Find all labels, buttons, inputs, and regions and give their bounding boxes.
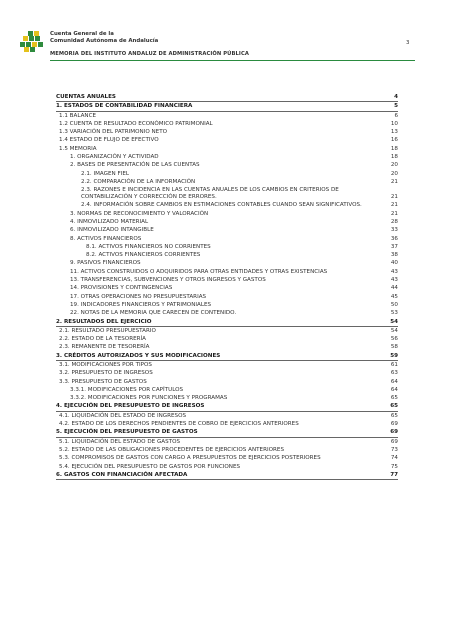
toc-entry-title: 3.3. PRESUPUESTO DE GASTOS [59, 378, 147, 385]
toc-entry-title: 5. EJECUCIÓN DEL PRESUPUESTO DE GASTOS [56, 429, 198, 436]
toc-entry-page: 40 [390, 260, 398, 267]
toc-entry-title: 6. GASTOS CON FINANCIACIÓN AFECTADA [56, 471, 188, 478]
toc-entry-page: 65 [390, 412, 398, 419]
toc-entry-title: 4. INMOVILIZADO MATERIAL [70, 218, 149, 225]
document-subtitle: MEMORIA DEL INSTITUTO ANDALUZ DE ADMINISTRACIÓN PÚBLICA [50, 51, 249, 57]
toc-entry-page: 36 [390, 235, 398, 242]
toc-entry[interactable] [56, 293, 398, 301]
toc-entry-page: 45 [390, 293, 398, 300]
toc-entry-page: 69 [390, 429, 398, 436]
toc-entry[interactable] [56, 243, 398, 251]
toc-entry[interactable] [56, 420, 398, 428]
toc-entry-title: 22. NOTAS DE LA MEMORIA QUE CARECEN DE CONTENIDO. [70, 310, 237, 317]
header-rule [50, 60, 415, 61]
toc-entry-page: 43 [390, 277, 398, 284]
toc-entry-page: 13 [390, 129, 398, 136]
toc-entry-title: 2.4. INFORMACIÓN SOBRE CAMBIOS EN ESTIMACIONES CONTABLES CUANDO SEAN SIGNIFICATIVOS. [81, 202, 362, 209]
toc-entry[interactable] [56, 394, 398, 402]
toc-entry[interactable] [56, 102, 398, 111]
toc-entry[interactable] [56, 276, 398, 284]
toc-entry[interactable] [56, 438, 398, 446]
toc-entry-page: 20 [390, 170, 398, 177]
toc-entry[interactable] [56, 128, 398, 136]
toc-entry-page: 63 [390, 370, 398, 377]
toc-entry-title: 19. INDICADORES FINANCIEROS Y PATRIMONIALES [70, 301, 212, 308]
toc-entry-page: 6 [394, 112, 398, 119]
toc-entry-title: 2.3. REMANENTE DE TESORERÍA [59, 344, 150, 351]
toc-entry-page: 38 [390, 252, 398, 259]
toc-entry[interactable] [56, 352, 398, 361]
toc-entry[interactable] [56, 218, 398, 226]
toc-entry-page: 59 [390, 352, 398, 359]
toc-entry-page: 28 [390, 218, 398, 225]
toc-entry-title: CUENTAS ANUALES [56, 94, 116, 100]
toc-entry-title: 3.3.1. MODIFICACIONES POR CAPÍTULOS [70, 386, 184, 393]
toc-entry-page: 53 [390, 310, 398, 317]
toc-entry-title: 1.2 CUENTA DE RESULTADO ECONÓMICO PATRIMONIAL [59, 120, 213, 127]
toc-entry[interactable] [56, 259, 398, 267]
toc-entry[interactable] [56, 471, 398, 480]
document-header-title [50, 31, 158, 45]
toc-entry[interactable] [56, 361, 398, 369]
toc-entry-title: 1. ORGANIZACIÓN Y ACTIVIDAD [70, 154, 159, 161]
toc-entry[interactable] [56, 170, 398, 178]
toc-entry-title: 3.3.2. MODIFICACIONES POR FUNCIONES Y PROGRAMAS [70, 395, 228, 402]
toc-entry-page: 75 [390, 463, 398, 470]
toc-entry-page: 64 [390, 386, 398, 393]
toc-entry-page: 44 [390, 285, 398, 292]
toc-entry-page: 69 [390, 438, 398, 445]
toc-entry-page: 20 [390, 162, 398, 169]
toc-entry[interactable] [56, 145, 398, 153]
toc-entry[interactable] [56, 112, 398, 120]
toc-entry-page: 21 [390, 178, 398, 185]
toc-entry-title: 3.2. PRESUPUESTO DE INGRESOS [59, 370, 153, 377]
toc-entry-title: 2.1. IMAGEN FIEL [81, 170, 130, 177]
toc-entry-title: 1.1 BALANCE [59, 112, 97, 119]
toc-entry-title: 2.2. COMPARACIÓN DE LA INFORMACIÓN [81, 178, 196, 185]
toc-entry[interactable] [56, 369, 398, 377]
toc-entry-title: 11. ACTIVOS CONSTRUIDOS O ADQUIRIDOS PARA OTRAS ENTIDADES Y OTRAS EXISTENCIAS [70, 268, 328, 275]
toc-entry[interactable] [56, 201, 398, 209]
toc-entry-page: 58 [390, 344, 398, 351]
toc-entry-page: 61 [390, 361, 398, 368]
toc-entry-title: 1.5 MEMORIA [59, 145, 97, 152]
toc-entry[interactable] [56, 454, 398, 462]
toc-entry-title: 13. TRANSFERENCIAS, SUBVENCIONES Y OTROS INGRESOS Y GASTOS [70, 277, 266, 284]
toc-entry-page: 73 [390, 446, 398, 453]
toc-entry-title: 2.2. ESTADO DE LA TESORERÍA [59, 336, 146, 343]
toc-entry-page: 43 [390, 268, 398, 275]
toc-entry-title: 2. RESULTADOS DEL EJERCICIO [56, 318, 152, 325]
toc-entry-title: 5.3. COMPROMISOS DE GASTOS CON CARGO A PRESUPUESTOS DE EJERCICIOS POSTERIORES [59, 455, 321, 462]
toc-entry-title: 1. ESTADOS DE CONTABILIDAD FINANCIERA [56, 103, 193, 110]
toc-entry[interactable] [56, 268, 398, 276]
toc-entry-title: 2.1. RESULTADO PRESUPUESTARIO [59, 327, 156, 334]
toc-entry[interactable] [56, 428, 398, 437]
toc-entry[interactable] [56, 463, 398, 471]
toc-entry-page: 21 [390, 193, 398, 200]
toc-entry-title: 4.2. ESTADO DE LOS DERECHOS PENDIENTES DE COBRO DE EJERCICIOS ANTERIORES [59, 421, 299, 428]
toc-entry-title: 6. INMOVILIZADO INTANGIBLE [70, 227, 154, 234]
toc-entry-page: 10 [390, 120, 398, 127]
toc-entry[interactable] [56, 386, 398, 394]
toc-entry[interactable] [56, 153, 398, 161]
toc-entry-page: 77 [390, 471, 398, 478]
org-name-line-1: Cuenta General de la [50, 31, 114, 37]
toc-entry[interactable] [56, 402, 398, 411]
toc-entry[interactable] [56, 343, 398, 351]
toc-entry-title: 4. EJECUCIÓN DEL PRESUPUESTO DE INGRESOS [56, 403, 205, 410]
page-number: 3 [406, 40, 410, 46]
toc-entry[interactable] [56, 161, 398, 169]
toc-entry-title: 5.1. LIQUIDACIÓN DEL ESTADO DE GASTOS [59, 438, 181, 445]
toc-entry-title: 5.2. ESTADO DE LAS OBLIGACIONES PROCEDENTES DE EJERCICIOS ANTERIORES [59, 446, 285, 453]
table-of-contents [56, 93, 398, 480]
toc-entry-title: 4.1. LIQUIDACIÓN DEL ESTADO DE INGRESOS [59, 412, 187, 419]
toc-entry[interactable] [56, 301, 398, 309]
toc-entry-page: 65 [390, 395, 398, 402]
org-name-line-2: Comunidad Autónoma de Andalucía [50, 38, 159, 44]
toc-entry-title: 3. CRÉDITOS AUTORIZADOS Y SUS MODIFICACIONES [56, 352, 221, 359]
toc-entry-title: 8. ACTIVOS FINANCIEROS [70, 235, 142, 242]
toc-entry[interactable] [56, 93, 398, 102]
toc-entry-page: 64 [390, 378, 398, 385]
toc-entry[interactable] [56, 186, 398, 201]
toc-entry[interactable] [56, 309, 398, 317]
toc-entry-title: 8.1. ACTIVOS FINANCIEROS NO CORRIENTES [86, 243, 211, 250]
toc-entry-page: 33 [390, 227, 398, 234]
toc-entry[interactable] [56, 446, 398, 454]
toc-entry[interactable] [56, 318, 398, 327]
toc-entry[interactable] [56, 251, 398, 259]
toc-entry-page: 56 [390, 336, 398, 343]
toc-entry-page: 54 [390, 327, 398, 334]
toc-entry[interactable] [56, 226, 398, 234]
toc-entry-page: 74 [390, 455, 398, 462]
toc-entry-page: 50 [390, 301, 398, 308]
toc-entry-title: 9. PASIVOS FINANCIEROS [70, 260, 141, 267]
toc-entry-title: 17. OTRAS OPERACIONES NO PRESUPUESTARIAS [70, 293, 207, 300]
toc-entry-page: 69 [390, 421, 398, 428]
toc-entry-page: 5 [394, 103, 398, 110]
toc-entry-title: 2.3. RAZONES E INCIDENCIA EN LAS CUENTAS ANUALES DE LOS CAMBIOS EN CRITERIOS DE CONTABILIZACIÓN Y CORRECCIÓN DE ERRORES. [81, 186, 339, 200]
toc-entry-title: 3. NORMAS DE RECONOCIMIENTO Y VALORACIÓN [70, 210, 209, 217]
toc-entry-page: 65 [390, 403, 398, 410]
toc-entry[interactable] [56, 210, 398, 218]
toc-entry[interactable] [56, 235, 398, 243]
toc-entry[interactable] [56, 120, 398, 128]
toc-entry[interactable] [56, 412, 398, 420]
toc-entry[interactable] [56, 378, 398, 386]
toc-entry-page: 18 [390, 154, 398, 161]
toc-entry-title: 1.3 VARIACIÓN DEL PATRIMONIO NETO [59, 129, 168, 136]
toc-entry-page: 54 [390, 318, 398, 325]
toc-entry[interactable] [56, 335, 398, 343]
toc-entry-title: 3.1. MODIFICACIONES POR TIPOS [59, 361, 152, 368]
toc-entry[interactable] [56, 178, 398, 186]
toc-entry[interactable] [56, 327, 398, 335]
toc-entry-title: 5.4. EJECUCIÓN DEL PRESUPUESTO DE GASTOS POR FUNCIONES [59, 463, 241, 470]
toc-entry-page: 37 [390, 243, 398, 250]
toc-entry-title: 14. PROVISIONES Y CONTINGENCIAS [70, 285, 173, 292]
toc-entry-title: 1.4 ESTADO DE FLUJO DE EFECTIVO [59, 137, 159, 144]
junta-andalucia-logo-icon [20, 31, 44, 53]
toc-entry-page: 21 [390, 210, 398, 217]
toc-entry-title: 2. BASES DE PRESENTACIÓN DE LAS CUENTAS [70, 162, 200, 169]
toc-entry-page: 16 [390, 137, 398, 144]
toc-entry[interactable] [56, 136, 398, 144]
toc-entry-page: 4 [394, 94, 398, 100]
toc-entry[interactable] [56, 284, 398, 292]
toc-entry-page: 21 [390, 202, 398, 209]
toc-entry-title: 8.2. ACTIVOS FINANCIEROS CORRIENTES [86, 252, 201, 259]
toc-entry-page: 18 [390, 145, 398, 152]
